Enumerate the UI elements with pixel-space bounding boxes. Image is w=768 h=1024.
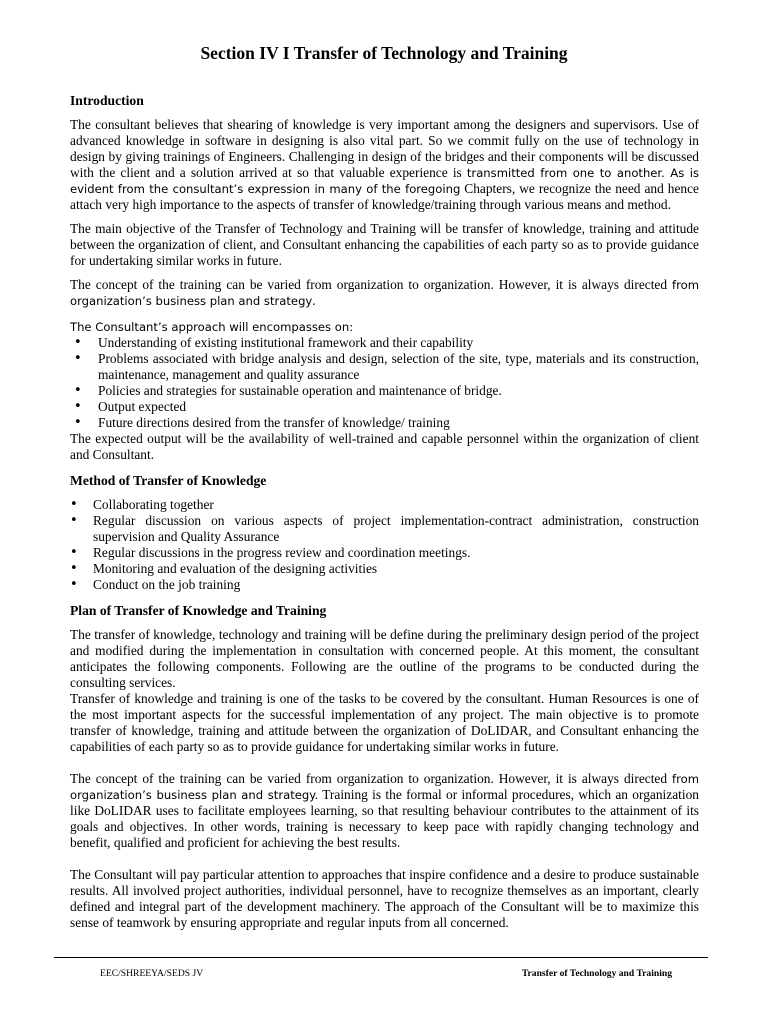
list-item: • Future directions desired from the transfer of knowledge/ training [70,415,699,431]
plan-paragraph-2: Transfer of knowledge and training is one of the tasks to be covered by the consultant. Human Resources is one of the most important aspects for the successful implementation of any project. The main objective is to promote transfer of knowledge, training and attitude between the organization of DoLIDAR, and Consultant enhancing the capabilities of each party so as to provide guidance for undertaking similar works in future. [70,691,699,754]
introduction-paragraph-3 [70,277,699,309]
method-heading: Method of Transfer of Knowledge [70,473,267,488]
approach-list [70,335,699,431]
introduction-heading: Introduction [70,93,144,108]
footer-divider [54,957,708,958]
intro-p3-part-a: The concept of the training can be varied from organization to organization. However, it is always directed [70,277,673,292]
list-item: • Regular discussions in the progress review and coordination meetings. [70,545,699,561]
page-title: Section IV I Transfer of Technology and Training [200,43,568,63]
intro-p1-part-c: Chapters, we recognize the need and hence attach very high importance to the aspects of transfer of knowledge/training through various means and method. [70,181,699,212]
approach-intro: The Consultant’s approach will encompasses on: [70,320,354,334]
list-item: • Monitoring and evaluation of the designing activities [70,561,699,577]
expected-output-paragraph: The expected output will be the availability of well-trained and capable personnel within the organization of client and Consultant. [70,431,699,462]
intro-p1-part-b: transmitted from one to another. As is evident from the consultant’s expression in many of the foregoing [70,166,699,196]
list-item: • Regular discussion on various aspects of project implementation-contract administration, construction supervision and Quality Assurance [70,513,699,545]
list-item: • Conduct on the job training [70,577,699,593]
footer-right-text: Transfer of Technology and Training [521,968,672,979]
document-body [70,92,699,931]
intro-p3-part-c: . [312,293,316,308]
list-item: • Understanding of existing institutional framework and their capability [70,335,699,351]
plan-p3-part-b: from organization’s business plan and strategy. [70,772,699,802]
introduction-paragraph-2: The main objective of the Transfer of Technology and Training will be transfer of knowledge, training and attitude between the organization of client, and Consultant enhancing the capabilities of each party so as to provide guidance for undertaking similar works in future. [70,221,699,268]
plan-p3-part-a: The concept of the training can be varied from organization to organization. However, it is always directed [70,771,673,786]
plan-paragraph-4: The Consultant will pay particular attention to approaches that inspire confidence and a desire to produce sustainable results. All involved project authorities, individual personnel, have to recognize themselves as an important, clearly defined and integral part of the development machinery. The approach of the Consultant will be to maximize this sense of teamwork by ensuring appropriate and regular inputs from all concerned. [70,867,699,930]
plan-paragraph-1: The transfer of knowledge, technology and training will be define during the preliminary design period of the project and modified during the implementation in consultation with concerned people. At this moment, the consultant anticipates the following components. Following are the outline of the programs to be conducted during the consulting services. [70,627,699,690]
intro-p1-part-a: The consultant believes that shearing of knowledge is very important among the designers and supervisors. Use of advanced knowledge in software in designing is also vital part. So we commit fully on the use of technology in design by giving trainings of Engineers. Challenging in design of the bridges and their components will be discussed with the client and a solution arrived at so that valuable experience is [70,117,699,180]
method-list [70,497,699,593]
list-item: • Output expected [70,399,699,415]
list-item: • Policies and strategies for sustainable operation and maintenance of bridge. [70,383,699,399]
plan-heading: Plan of Transfer of Knowledge and Training [70,603,327,618]
plan-p3-part-c: Training is the formal or informal procedures, which an organization like DoLIDAR uses to facilitate employees learning, so that resulting behaviour contributes to the attainment of its goals and objectives. In other words, training is necessary to keep pace with rapidly changing technology and benefit, qualified and proficient for achieving the best results. [70,787,699,850]
plan-paragraph-3 [70,771,699,851]
footer-left-text: EEC/SHREEYA/SEDS JV [100,968,204,979]
list-item: • Problems associated with bridge analysis and design, selection of the site, type, materials and its construction, maintenance, management and quality assurance [70,351,699,383]
intro-p3-part-b: from organization’s business plan and strategy [70,278,699,308]
introduction-paragraph-1 [70,117,699,213]
list-item: • Collaborating together [70,497,699,513]
